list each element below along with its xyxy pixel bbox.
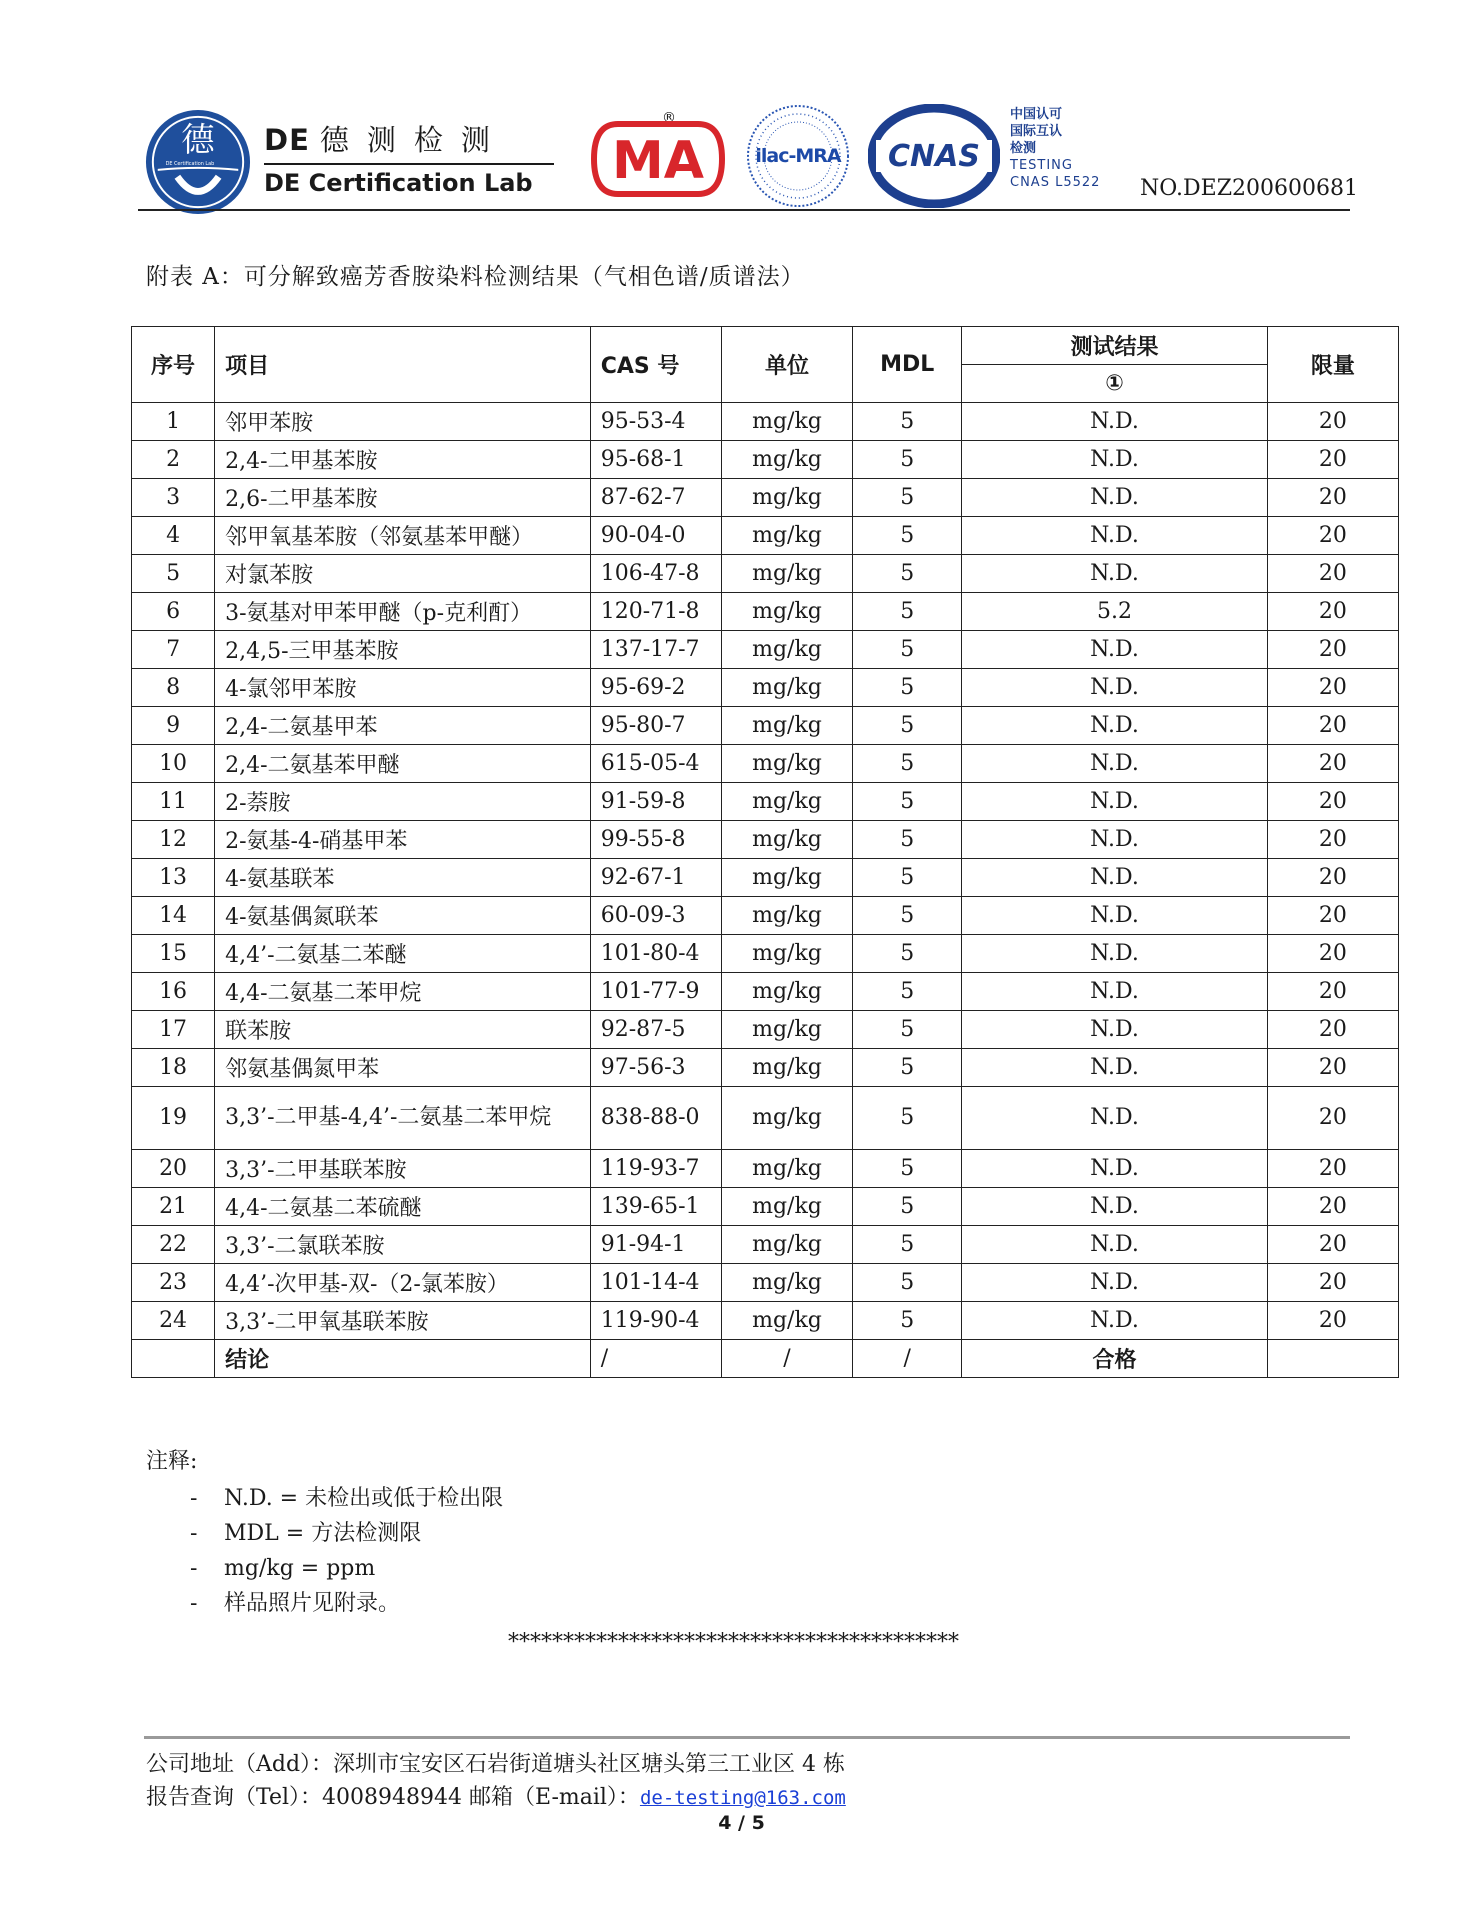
col-header-item: 项目 (215, 327, 591, 403)
cell-cas: 95-80-7 (590, 707, 721, 745)
cell-cas: 101-77-9 (590, 973, 721, 1011)
notes-title: 注释: (146, 1449, 198, 1474)
cell-limit: 20 (1267, 1011, 1398, 1049)
cell-limit: 20 (1267, 707, 1398, 745)
cell-mdl: 5 (853, 1264, 962, 1302)
cell-unit: mg/kg (721, 631, 852, 669)
cell-cas: 95-68-1 (590, 441, 721, 479)
table-body (132, 403, 1399, 1378)
cell-item: 3-氨基对甲苯甲醚（p-克利酊） (215, 593, 591, 631)
cma-logo (588, 118, 728, 200)
cell-result: N.D. (962, 631, 1267, 669)
table-row (132, 1188, 1399, 1226)
cell-no: 23 (132, 1264, 215, 1302)
cell-cas: 120-71-8 (590, 593, 721, 631)
cell-cas: 60-09-3 (590, 897, 721, 935)
results-table (131, 326, 1399, 1378)
cell-no: 6 (132, 593, 215, 631)
cell-result: 5.2 (962, 593, 1267, 631)
cnas-caption-line: CNAS L5522 (1010, 175, 1101, 190)
cell-cas: 91-94-1 (590, 1226, 721, 1264)
cell-no: 12 (132, 821, 215, 859)
table-row (132, 973, 1399, 1011)
cell-limit: 20 (1267, 479, 1398, 517)
cell-mdl: 5 (853, 935, 962, 973)
cell-mdl: 5 (853, 859, 962, 897)
cell-mdl: 5 (853, 1302, 962, 1340)
cell-limit: 20 (1267, 973, 1398, 1011)
cell-result: N.D. (962, 1150, 1267, 1188)
cell-unit: mg/kg (721, 669, 852, 707)
report-header (140, 100, 1358, 210)
cell-limit: 20 (1267, 1264, 1398, 1302)
cell-limit: 20 (1267, 517, 1398, 555)
cell-cas: 119-93-7 (590, 1150, 721, 1188)
cell-cas: 91-59-8 (590, 783, 721, 821)
table-row (132, 1264, 1399, 1302)
cell-unit: mg/kg (721, 1049, 852, 1087)
cell-result: N.D. (962, 935, 1267, 973)
cell-item: 邻甲氧基苯胺（邻氨基苯甲醚） (215, 517, 591, 555)
registered-mark: ® (662, 110, 676, 126)
cell-item: 邻氨基偶氮甲苯 (215, 1049, 591, 1087)
cell-result: N.D. (962, 1049, 1267, 1087)
cell-cas: 92-87-5 (590, 1011, 721, 1049)
cell-limit: 20 (1267, 593, 1398, 631)
cell-limit: 20 (1267, 555, 1398, 593)
cell-mdl: 5 (853, 631, 962, 669)
cell-result: N.D. (962, 517, 1267, 555)
cell-no: 11 (132, 783, 215, 821)
cell-item: 4-氨基偶氮联苯 (215, 897, 591, 935)
cell-result: N.D. (962, 1188, 1267, 1226)
cell-cas: 838-88-0 (590, 1087, 721, 1150)
cell-mdl: 5 (853, 821, 962, 859)
cell-item: 4-氯邻甲苯胺 (215, 669, 591, 707)
conclusion-cell-cas: / (590, 1340, 721, 1378)
svg-text:CNAS: CNAS (888, 139, 980, 174)
cell-unit: mg/kg (721, 1011, 852, 1049)
cell-mdl: 5 (853, 479, 962, 517)
note-text: 样品照片见附录。 (224, 1591, 401, 1616)
table-row (132, 517, 1399, 555)
cell-unit: mg/kg (721, 897, 852, 935)
cell-no: 15 (132, 935, 215, 973)
contact-line (146, 1781, 846, 1815)
note-text: N.D. = 未检出或低于检出限 (224, 1486, 504, 1511)
cell-mdl: 5 (853, 555, 962, 593)
conclusion-cell-result: 合格 (962, 1340, 1267, 1378)
cell-cas: 87-62-7 (590, 479, 721, 517)
cell-item: 3,3’-二甲氧基联苯胺 (215, 1302, 591, 1340)
cell-limit: 20 (1267, 1087, 1398, 1150)
ilac-mra-logo (744, 102, 852, 210)
cell-item: 邻甲苯胺 (215, 403, 591, 441)
table-row (132, 783, 1399, 821)
notes-list (146, 1481, 503, 1621)
col-header-result-sample: ① (962, 365, 1267, 403)
cnas-caption-line: 国际互认 (1010, 124, 1063, 139)
cell-no: 7 (132, 631, 215, 669)
cell-mdl: 5 (853, 441, 962, 479)
svg-text:DE Certification Lab: DE Certification Lab (165, 160, 215, 167)
cell-result: N.D. (962, 1226, 1267, 1264)
cnas-logo (868, 104, 1000, 208)
svg-text:MA: MA (612, 131, 704, 191)
cell-no: 3 (132, 479, 215, 517)
brand-en: DE (264, 123, 310, 157)
brand-cn: 德测检测 (319, 123, 508, 157)
cell-mdl: 5 (853, 517, 962, 555)
cell-item: 2,4-二氨基甲苯 (215, 707, 591, 745)
cell-mdl: 5 (853, 593, 962, 631)
cell-item: 2,6-二甲基苯胺 (215, 479, 591, 517)
email-link[interactable]: de-testing@163.com (639, 1787, 846, 1809)
cell-item: 3,3’-二甲基联苯胺 (215, 1150, 591, 1188)
cell-no: 24 (132, 1302, 215, 1340)
cell-limit: 20 (1267, 669, 1398, 707)
cell-unit: mg/kg (721, 783, 852, 821)
cnas-caption (1010, 106, 1100, 191)
cell-item: 2-氨基-4-硝基甲苯 (215, 821, 591, 859)
cell-result: N.D. (962, 1264, 1267, 1302)
de-lab-logo (144, 108, 252, 216)
cell-mdl: 5 (853, 745, 962, 783)
cell-no: 14 (132, 897, 215, 935)
cell-item: 4-氨基联苯 (215, 859, 591, 897)
cell-limit: 20 (1267, 441, 1398, 479)
cnas-caption-line: 检测 (1010, 141, 1037, 156)
col-header-limit: 限量 (1267, 327, 1398, 403)
cell-mdl: 5 (853, 973, 962, 1011)
col-header-result: 测试结果 (962, 327, 1267, 365)
cell-unit: mg/kg (721, 593, 852, 631)
cell-limit: 20 (1267, 859, 1398, 897)
table-row (132, 593, 1399, 631)
cnas-caption-line: 中国认可 (1010, 107, 1063, 122)
cell-unit: mg/kg (721, 1226, 852, 1264)
note-item: - MDL = 方法检测限 (190, 1521, 422, 1546)
cell-limit: 20 (1267, 1188, 1398, 1226)
cell-cas: 106-47-8 (590, 555, 721, 593)
cell-no: 2 (132, 441, 215, 479)
table-row (132, 403, 1399, 441)
cell-no: 4 (132, 517, 215, 555)
cell-mdl: 5 (853, 783, 962, 821)
cell-unit: mg/kg (721, 1264, 852, 1302)
cell-result: N.D. (962, 783, 1267, 821)
report-number: NO.DEZ200600681 (1140, 176, 1358, 201)
cell-limit: 20 (1267, 783, 1398, 821)
cell-unit: mg/kg (721, 1087, 852, 1150)
cell-item: 2-萘胺 (215, 783, 591, 821)
cell-cas: 615-05-4 (590, 745, 721, 783)
cell-unit: mg/kg (721, 555, 852, 593)
cell-item: 4,4’-二氨基二苯醚 (215, 935, 591, 973)
table-row (132, 1049, 1399, 1087)
cell-unit: mg/kg (721, 935, 852, 973)
cell-limit: 20 (1267, 745, 1398, 783)
col-header-cas: CAS 号 (590, 327, 721, 403)
cell-limit: 20 (1267, 1049, 1398, 1087)
cell-cas: 95-53-4 (590, 403, 721, 441)
cell-result: N.D. (962, 973, 1267, 1011)
cnas-caption-line: TESTING (1010, 158, 1073, 173)
cell-unit: mg/kg (721, 1188, 852, 1226)
note-item: - mg/kg = ppm (190, 1556, 376, 1581)
table-row (132, 631, 1399, 669)
cell-limit: 20 (1267, 1150, 1398, 1188)
cell-item: 联苯胺 (215, 1011, 591, 1049)
note-text: mg/kg = ppm (224, 1556, 376, 1581)
table-row (132, 1087, 1399, 1150)
cell-no: 16 (132, 973, 215, 1011)
table-row (132, 555, 1399, 593)
table-row (132, 897, 1399, 935)
table-row (132, 935, 1399, 973)
cell-result: N.D. (962, 745, 1267, 783)
table-row (132, 859, 1399, 897)
cell-limit: 20 (1267, 897, 1398, 935)
cell-unit: mg/kg (721, 517, 852, 555)
cell-limit: 20 (1267, 631, 1398, 669)
cell-mdl: 5 (853, 707, 962, 745)
col-header-no: 序号 (132, 327, 215, 403)
cell-mdl: 5 (853, 403, 962, 441)
cell-no: 9 (132, 707, 215, 745)
cell-cas: 92-67-1 (590, 859, 721, 897)
cell-no: 5 (132, 555, 215, 593)
cell-unit: mg/kg (721, 821, 852, 859)
cell-unit: mg/kg (721, 479, 852, 517)
cell-unit: mg/kg (721, 859, 852, 897)
cell-mdl: 5 (853, 669, 962, 707)
table-row (132, 707, 1399, 745)
cell-result: N.D. (962, 555, 1267, 593)
cell-mdl: 5 (853, 1011, 962, 1049)
conclusion-cell-limit (1267, 1340, 1398, 1378)
col-header-mdl: MDL (853, 327, 962, 403)
svg-text:德: 德 (181, 120, 215, 160)
brand-rule (264, 163, 554, 165)
cell-limit: 20 (1267, 1226, 1398, 1264)
cell-no: 17 (132, 1011, 215, 1049)
cell-no: 22 (132, 1226, 215, 1264)
cell-no: 20 (132, 1150, 215, 1188)
cell-cas: 99-55-8 (590, 821, 721, 859)
cell-item: 4,4-二氨基二苯硫醚 (215, 1188, 591, 1226)
brand-line-1 (264, 118, 554, 159)
table-row (132, 745, 1399, 783)
col-header-unit: 单位 (721, 327, 852, 403)
cell-unit: mg/kg (721, 745, 852, 783)
table-row (132, 441, 1399, 479)
table-row (132, 1150, 1399, 1188)
cell-item: 4,4’-次甲基-双-（2-氯苯胺） (215, 1264, 591, 1302)
cell-item: 2,4,5-三甲基苯胺 (215, 631, 591, 669)
cell-mdl: 5 (853, 1188, 962, 1226)
cell-limit: 20 (1267, 403, 1398, 441)
cell-item: 对氯苯胺 (215, 555, 591, 593)
contact-tel: 报告查询（Tel）：4008948944 邮箱（E-mail）： (146, 1785, 640, 1810)
page-number: 4 / 5 (718, 1812, 765, 1834)
end-of-report-marker: ***************************************** (508, 1630, 959, 1655)
svg-text:ilac-MRA: ilac-MRA (755, 145, 841, 167)
company-address: 公司地址（Add）：深圳市宝安区石岩街道塘头社区塘头第三工业区 4 栋 (146, 1752, 846, 1777)
note-item: - 样品照片见附录。 (190, 1591, 401, 1616)
footer (146, 1748, 846, 1815)
table-row (132, 1011, 1399, 1049)
cell-result: N.D. (962, 1087, 1267, 1150)
cell-unit: mg/kg (721, 403, 852, 441)
conclusion-cell-mdl: / (853, 1340, 962, 1378)
cell-no: 10 (132, 745, 215, 783)
cell-cas: 95-69-2 (590, 669, 721, 707)
cell-unit: mg/kg (721, 1150, 852, 1188)
cell-cas: 101-14-4 (590, 1264, 721, 1302)
cell-result: N.D. (962, 479, 1267, 517)
cell-mdl: 5 (853, 1087, 962, 1150)
notes-section (146, 1444, 503, 1621)
cell-result: N.D. (962, 897, 1267, 935)
table-row (132, 669, 1399, 707)
cell-mdl: 5 (853, 1049, 962, 1087)
table-row (132, 821, 1399, 859)
cell-no: 21 (132, 1188, 215, 1226)
cell-cas: 101-80-4 (590, 935, 721, 973)
table-row (132, 1226, 1399, 1264)
cell-unit: mg/kg (721, 441, 852, 479)
cell-result: N.D. (962, 707, 1267, 745)
cell-limit: 20 (1267, 821, 1398, 859)
cell-cas: 119-90-4 (590, 1302, 721, 1340)
cell-no: 1 (132, 403, 215, 441)
cell-no: 8 (132, 669, 215, 707)
cell-mdl: 5 (853, 1226, 962, 1264)
cell-no: 19 (132, 1087, 215, 1150)
cell-cas: 90-04-0 (590, 517, 721, 555)
cell-no: 13 (132, 859, 215, 897)
cell-result: N.D. (962, 821, 1267, 859)
cell-limit: 20 (1267, 935, 1398, 973)
cell-limit: 20 (1267, 1302, 1398, 1340)
conclusion-cell-unit: / (721, 1340, 852, 1378)
footer-divider (144, 1736, 1350, 1739)
table-row (132, 1302, 1399, 1340)
table-title: 附表 A：可分解致癌芳香胺染料检测结果（气相色谱/质谱法） (146, 264, 805, 290)
cell-item: 3,3’-二氯联苯胺 (215, 1226, 591, 1264)
cell-mdl: 5 (853, 897, 962, 935)
cell-result: N.D. (962, 669, 1267, 707)
cell-cas: 97-56-3 (590, 1049, 721, 1087)
conclusion-cell-no (132, 1340, 215, 1378)
cell-result: N.D. (962, 1011, 1267, 1049)
cell-unit: mg/kg (721, 973, 852, 1011)
cell-item: 2,4-二氨基苯甲醚 (215, 745, 591, 783)
conclusion-row (132, 1340, 1399, 1378)
cell-cas: 137-17-7 (590, 631, 721, 669)
cell-item: 3,3’-二甲基-4,4’-二氨基二苯甲烷 (215, 1087, 591, 1150)
header-divider (138, 209, 1350, 211)
brand-subtitle: DE Certification Lab (264, 169, 533, 197)
cell-item: 4,4-二氨基二苯甲烷 (215, 973, 591, 1011)
cell-result: N.D. (962, 859, 1267, 897)
cell-unit: mg/kg (721, 1302, 852, 1340)
cell-unit: mg/kg (721, 707, 852, 745)
cell-result: N.D. (962, 1302, 1267, 1340)
cell-result: N.D. (962, 441, 1267, 479)
note-item: - N.D. = 未检出或低于检出限 (190, 1486, 504, 1511)
cell-no: 18 (132, 1049, 215, 1087)
cell-result: N.D. (962, 403, 1267, 441)
table-row (132, 479, 1399, 517)
conclusion-cell-item: 结论 (215, 1340, 591, 1378)
note-text: MDL = 方法检测限 (224, 1521, 422, 1546)
cell-cas: 139-65-1 (590, 1188, 721, 1226)
cell-item: 2,4-二甲基苯胺 (215, 441, 591, 479)
cell-mdl: 5 (853, 1150, 962, 1188)
